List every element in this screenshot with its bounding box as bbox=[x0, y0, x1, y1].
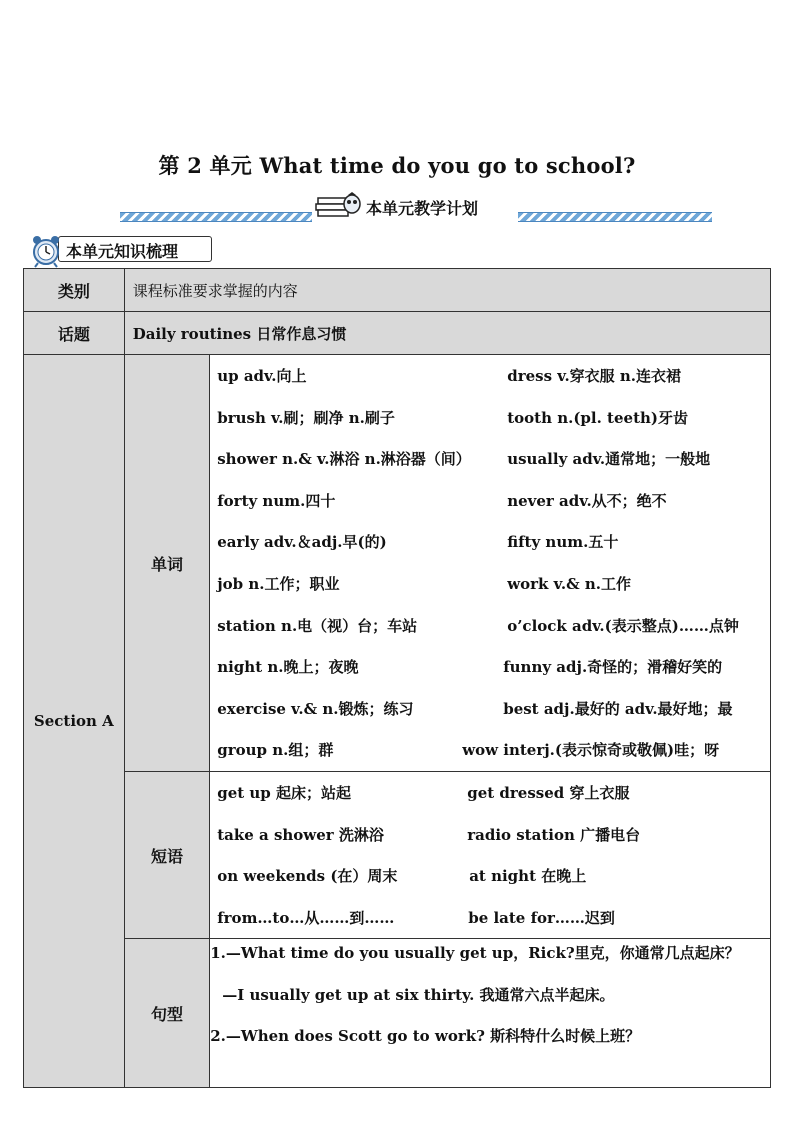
vocab-entry: dress v.穿衣服 n.连衣裙 bbox=[507, 367, 682, 386]
vocab-entry: night n.晚上；夜晚 bbox=[217, 658, 359, 677]
phrase-entry: take a shower 洗淋浴 bbox=[217, 825, 384, 844]
topic-value: Daily routines 日常作息习惯 bbox=[124, 312, 770, 355]
vocab-entry: best adj.最好的 adv.最好地；最 bbox=[503, 699, 733, 718]
phrases-list bbox=[210, 772, 771, 939]
phrase-line bbox=[210, 814, 770, 856]
vocab-entry: work v.& n.工作 bbox=[507, 575, 631, 593]
content-header: 课程标准要求掌握的内容 bbox=[124, 269, 770, 312]
topic-label: 话题 bbox=[24, 312, 125, 355]
phrase-entry: on weekends (在）周末 bbox=[217, 867, 398, 886]
phrase-entry: be late for……迟到 bbox=[468, 908, 615, 927]
vocab-entry: forty num.四十 bbox=[217, 491, 336, 510]
phrase-entry: radio station 广播电台 bbox=[467, 825, 641, 844]
vocab-entry: job n.工作；职业 bbox=[217, 575, 340, 593]
vocab-line bbox=[210, 563, 770, 605]
vocab-line bbox=[210, 355, 770, 397]
vocab-entry: never adv.从不；绝不 bbox=[507, 491, 667, 510]
unit-plan-banner bbox=[120, 192, 712, 224]
vocab-entry: exercise v.& n.锻炼；练习 bbox=[217, 699, 414, 718]
vocab-entry: brush v.刷；刷净 n.刷子 bbox=[217, 408, 395, 427]
phrase-line bbox=[210, 897, 770, 939]
phrases-label: 短语 bbox=[124, 772, 209, 939]
vocab-line bbox=[210, 729, 770, 771]
vocab-line bbox=[210, 605, 770, 647]
vocab-entry: up adv.向上 bbox=[217, 367, 307, 386]
vocab-entry: usually adv.通常地；一般地 bbox=[507, 450, 711, 469]
alarm-clock-icon bbox=[28, 232, 64, 268]
table-header-row bbox=[24, 269, 771, 312]
vocab-line bbox=[210, 397, 770, 439]
vocab-entry: wow interj.(表示惊奇或敬佩)哇；呀 bbox=[462, 741, 720, 760]
vocab-list bbox=[210, 355, 771, 772]
vocab-line bbox=[210, 688, 770, 730]
banner-label: 本单元教学计划 bbox=[366, 199, 479, 218]
sentence-line: —I usually get up at six thirty. 我通常六点半起床。 bbox=[222, 985, 615, 1004]
phrase-entry: at night 在晚上 bbox=[469, 867, 587, 886]
phrase-entry: get up 起床；站起 bbox=[217, 784, 352, 802]
topic-row bbox=[24, 312, 771, 355]
vocab-entry: funny adj.奇怪的；滑稽好笑的 bbox=[503, 658, 723, 677]
phrases-row bbox=[24, 772, 771, 939]
phrase-entry: get dressed 穿上衣服 bbox=[467, 784, 630, 802]
vocab-entry: shower n.& v.淋浴 n.淋浴器（间） bbox=[217, 450, 471, 469]
banner-stripe-right bbox=[518, 212, 712, 222]
page-title: 第 2 单元 What time do you go to school? bbox=[158, 153, 636, 178]
vocab-label: 单词 bbox=[124, 355, 209, 772]
phrase-entry: from…to…从……到…… bbox=[217, 908, 395, 927]
tag-label: 本单元知识梳理 bbox=[66, 242, 179, 261]
vocab-entry: fifty num.五十 bbox=[507, 533, 619, 552]
knowledge-table bbox=[23, 268, 771, 1088]
vocab-line bbox=[210, 438, 770, 480]
category-header: 类别 bbox=[24, 269, 125, 312]
sentence-line: 1.—What time do you usually get up，Rick?里克，你通常几点起床？ bbox=[210, 944, 740, 963]
vocab-row bbox=[24, 355, 771, 772]
knowledge-summary-tag bbox=[28, 232, 214, 266]
vocab-line bbox=[210, 646, 770, 688]
banner-stripe-left bbox=[120, 212, 312, 222]
book-stack-icon bbox=[314, 192, 362, 220]
sentences-list bbox=[210, 939, 771, 1088]
vocab-entry: o’clock adv.(表示整点)……点钟 bbox=[507, 616, 739, 635]
vocab-entry: early adv.＆adj.早(的) bbox=[217, 533, 387, 552]
vocab-line bbox=[210, 521, 770, 563]
phrase-line bbox=[210, 855, 770, 897]
section-label: Section A bbox=[24, 355, 125, 1088]
vocab-entry: group n.组；群 bbox=[217, 741, 334, 760]
sentence-line: 2.—When does Scott go to work? 斯科特什么时候上班？ bbox=[210, 1027, 641, 1046]
vocab-entry: tooth n.(pl. teeth)牙齿 bbox=[507, 408, 689, 427]
vocab-line bbox=[210, 480, 770, 522]
sentences-row bbox=[24, 939, 771, 1088]
vocab-entry: station n.电（视）台；车站 bbox=[217, 616, 418, 635]
phrase-line bbox=[210, 772, 770, 814]
sentences-label: 句型 bbox=[124, 939, 209, 1088]
